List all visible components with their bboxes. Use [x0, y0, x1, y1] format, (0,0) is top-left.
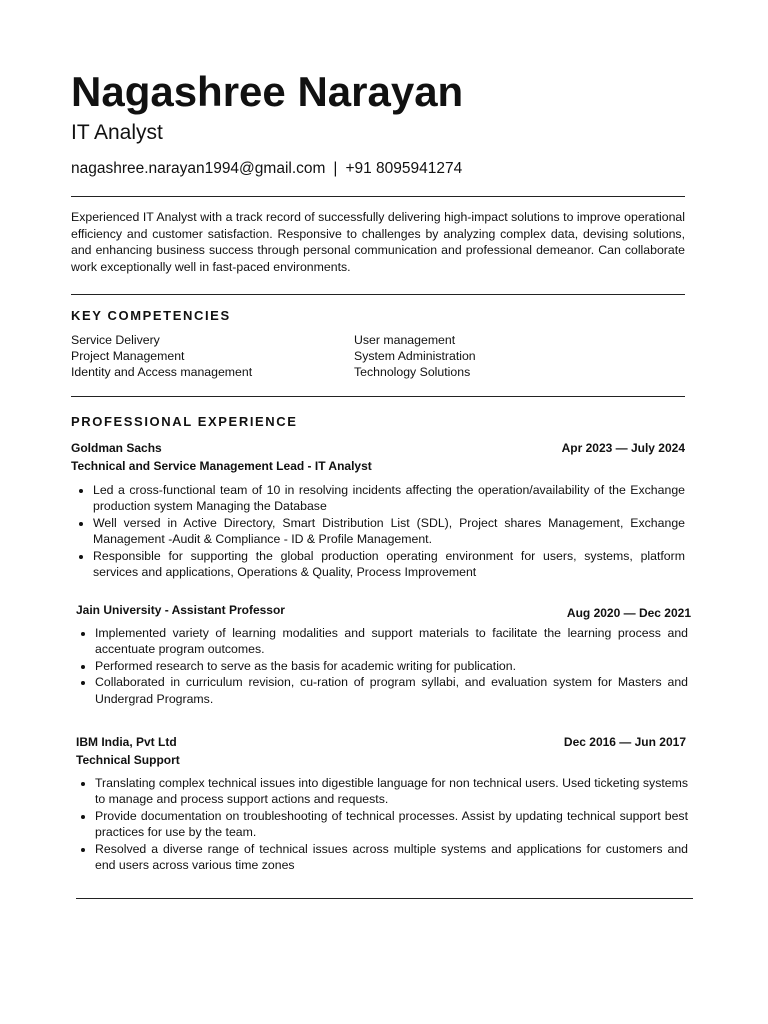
list-item: • Performed research to serve as the basis for academic writing for publication.	[95, 658, 688, 674]
job-title: Technical Support	[76, 753, 180, 767]
competency-item: System Administration	[354, 349, 476, 363]
contact-separator: |	[333, 160, 338, 177]
job-company: Goldman Sachs	[71, 441, 162, 455]
divider-competencies	[71, 396, 685, 397]
competency-item: Project Management	[71, 349, 185, 363]
competencies-right-list	[354, 332, 476, 380]
list-item: • Translating complex technical issues into digestible language for non technical users. Used ticketing systems to manage and process support actions and requests.	[95, 775, 688, 808]
list-item: • Resolved a diverse range of technical issues across multiple systems and applications for customers and end users across various time zones	[95, 841, 688, 874]
list-item: • Well versed in Active Directory, Smart Distribution List (SDL), Project shares Management, Exchange Management -Audit & Compliance - ID & Profile Management.	[93, 515, 685, 548]
job-dates: Aug 2020 — Dec 2021	[566, 606, 691, 620]
job-bullet-list	[73, 775, 688, 873]
job-bullet-list	[71, 482, 685, 580]
list-item: • Implemented variety of learning modalities and support materials to facilitate the learning process and accentuate program outcomes.	[95, 625, 688, 658]
divider-footer	[76, 898, 693, 899]
competencies-heading: KEY COMPETENCIES	[71, 308, 231, 323]
job-bullet-list	[73, 625, 688, 707]
divider-summary	[71, 294, 685, 295]
job-title: Technical and Service Management Lead - IT Analyst	[71, 459, 372, 473]
contact-line	[71, 160, 462, 178]
list-item: • Collaborated in curriculum revision, cu-ration of program syllabi, and evaluation system for Masters and Undergrad Programs.	[95, 674, 688, 707]
profile-summary: Experienced IT Analyst with a track record of successfully delivering high-impact solutions to improve operational efficiency and customer satisfaction. Responsive to challenges by analyzing complex data, devising solutions, and enhancing business success through personal communication and professional demeanor. Can collaborate work exceptionally well in fast-paced environments.	[71, 210, 685, 274]
job-dates: Dec 2016 — Jun 2017	[563, 735, 686, 749]
experience-heading: PROFESSIONAL EXPERIENCE	[71, 414, 298, 429]
competency-item: Service Delivery	[71, 333, 160, 347]
list-item: • Provide documentation on troubleshooting of technical processes. Assist by updating technical support best practices for use by the team.	[95, 808, 688, 841]
list-item: • Led a cross-functional team of 10 in resolving incidents affecting the operation/availability of the Exchange production system Managing the Database	[93, 482, 685, 515]
competency-item: Technology Solutions	[354, 365, 471, 379]
competency-item: User management	[354, 333, 456, 347]
email-link[interactable]: nagashree.narayan1994@gmail.com	[71, 160, 326, 177]
divider-header	[71, 196, 685, 197]
candidate-role: IT Analyst	[71, 121, 163, 144]
job-company: Jain University - Assistant Professor	[76, 603, 285, 617]
job-company: IBM India, Pvt Ltd	[76, 735, 177, 749]
job-dates: Apr 2023 — July 2024	[561, 441, 685, 455]
candidate-name: Nagashree Narayan	[71, 68, 464, 115]
phone-number: +91 8095941274	[345, 160, 463, 177]
list-item: • Responsible for supporting the global production operating environment for users, systems, platform services and applications, Operations & Quality, Process Improvement	[93, 548, 685, 581]
competencies-left-list	[71, 332, 252, 380]
competency-item: Identity and Access management	[71, 365, 253, 379]
